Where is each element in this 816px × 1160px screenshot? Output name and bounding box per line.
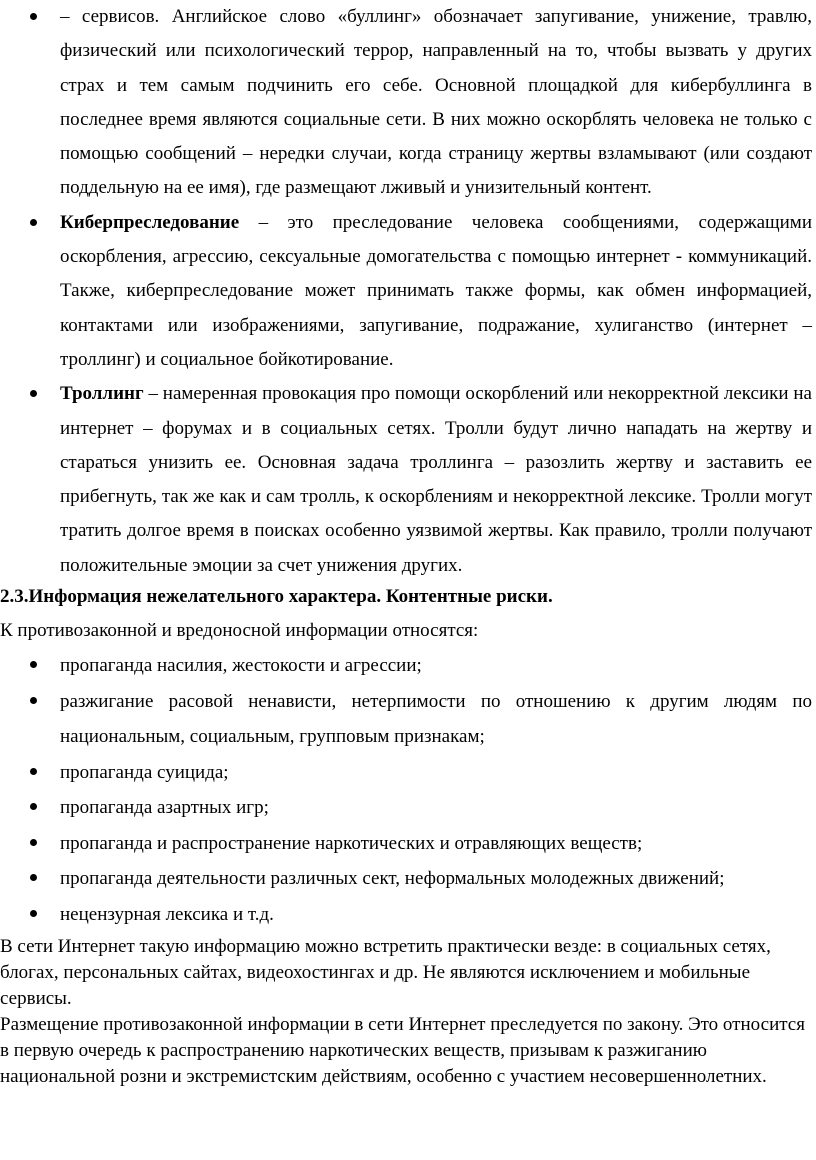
definition-text: – сервисов. Английское слово «буллинг» обозначает запугивание, унижение, травлю, физический или психологический террор, направленный на то, чтобы вызвать у других страх и тем самым подчинить его себе. Основной площадкой для кибербуллинга в последнее время являются социальные сети. В них можно оскорблять человека не только с помощью сообщений – нередки случаи, когда страницу жертвы взламывают (или создают поддельную на ее имя), где размещают лживый и унизительный контент. — [60, 6, 812, 199]
definition-text: – это преследование человека сообщениями, содержащими оскорбления, агрессию, сексуальные домогательства с помощью интернет - коммуникаций. Также, киберпреследование может принимать также формы, как обмен информацией, контактами или изображениями, запугивание, подражание, хулиганство (интернет – троллинг) и социальное бойкотирование. — [60, 211, 812, 370]
term: Киберпреследование — [60, 211, 240, 233]
section-heading: 2.3.Информация нежелательного характера. Контентные риски. — [0, 586, 553, 607]
paragraph: Размещение противозаконной информации в сети Интернет преследуется по закону. Это относится в первую очередь к распространению наркотических веществ, призывам к разжиганию национальной розни и экстремистским действиям, особенно с участием несовершеннолетних. — [0, 1014, 805, 1087]
bullet-icon — [30, 768, 37, 775]
list-item: пропаганда деятельности различных сект, неформальных молодежных движений; — [0, 861, 816, 897]
bullet-icon — [30, 910, 37, 917]
list-item-cyberstalking — [0, 206, 816, 377]
paragraph: В сети Интернет такую информацию можно встретить практически везде: в социальных сетях, блогах, персональных сайтах, видеохостингах и др. Не являются исключением и мобильные сервисы. — [0, 936, 771, 1009]
bullet-icon — [30, 13, 37, 20]
bullet-icon — [30, 839, 37, 846]
list-item: пропаганда азартных игр; — [0, 790, 816, 826]
list-item: пропаганда насилия, жестокости и агрессии; — [0, 648, 816, 684]
risks-list — [0, 648, 816, 932]
term: Троллинг — [60, 383, 144, 405]
list-item: разжигание расовой ненависти, нетерпимости по отношению к другим людям по национальным, социальным, групповым признакам; — [0, 684, 816, 755]
list-item: пропаганда и распространение наркотических и отравляющих веществ; — [0, 826, 816, 862]
definition-text: – намеренная провокация про помощи оскорблений или некорректной лексики на интернет – форумах и в социальных сетях. Тролли будут лично нападать на жертву и стараться унизить ее. Основная задача троллинга – разозлить жертву и заставить ее прибегнуть, так же как и сам тролль, к оскорблениям и некорректной лексике. Тролли могут тратить долгое время в поисках особенно уязвимой жертвы. Как правило, тролли получают положительные эмоции за счет унижения других. — [60, 383, 812, 576]
list-item-cyberbullying — [0, 0, 816, 206]
bullet-icon — [30, 661, 37, 668]
bullet-icon — [30, 697, 37, 704]
list-item: нецензурная лексика и т.д. — [0, 897, 816, 933]
list-item-trolling — [0, 377, 816, 583]
intro-text: К противозаконной и вредоносной информации относятся: — [0, 620, 479, 641]
bullet-icon — [30, 390, 37, 397]
bullet-icon — [30, 874, 37, 881]
closing-section — [0, 934, 812, 1090]
bullet-icon — [30, 803, 37, 810]
bullet-icon — [30, 219, 37, 226]
list-item: пропаганда суицида; — [0, 755, 816, 791]
